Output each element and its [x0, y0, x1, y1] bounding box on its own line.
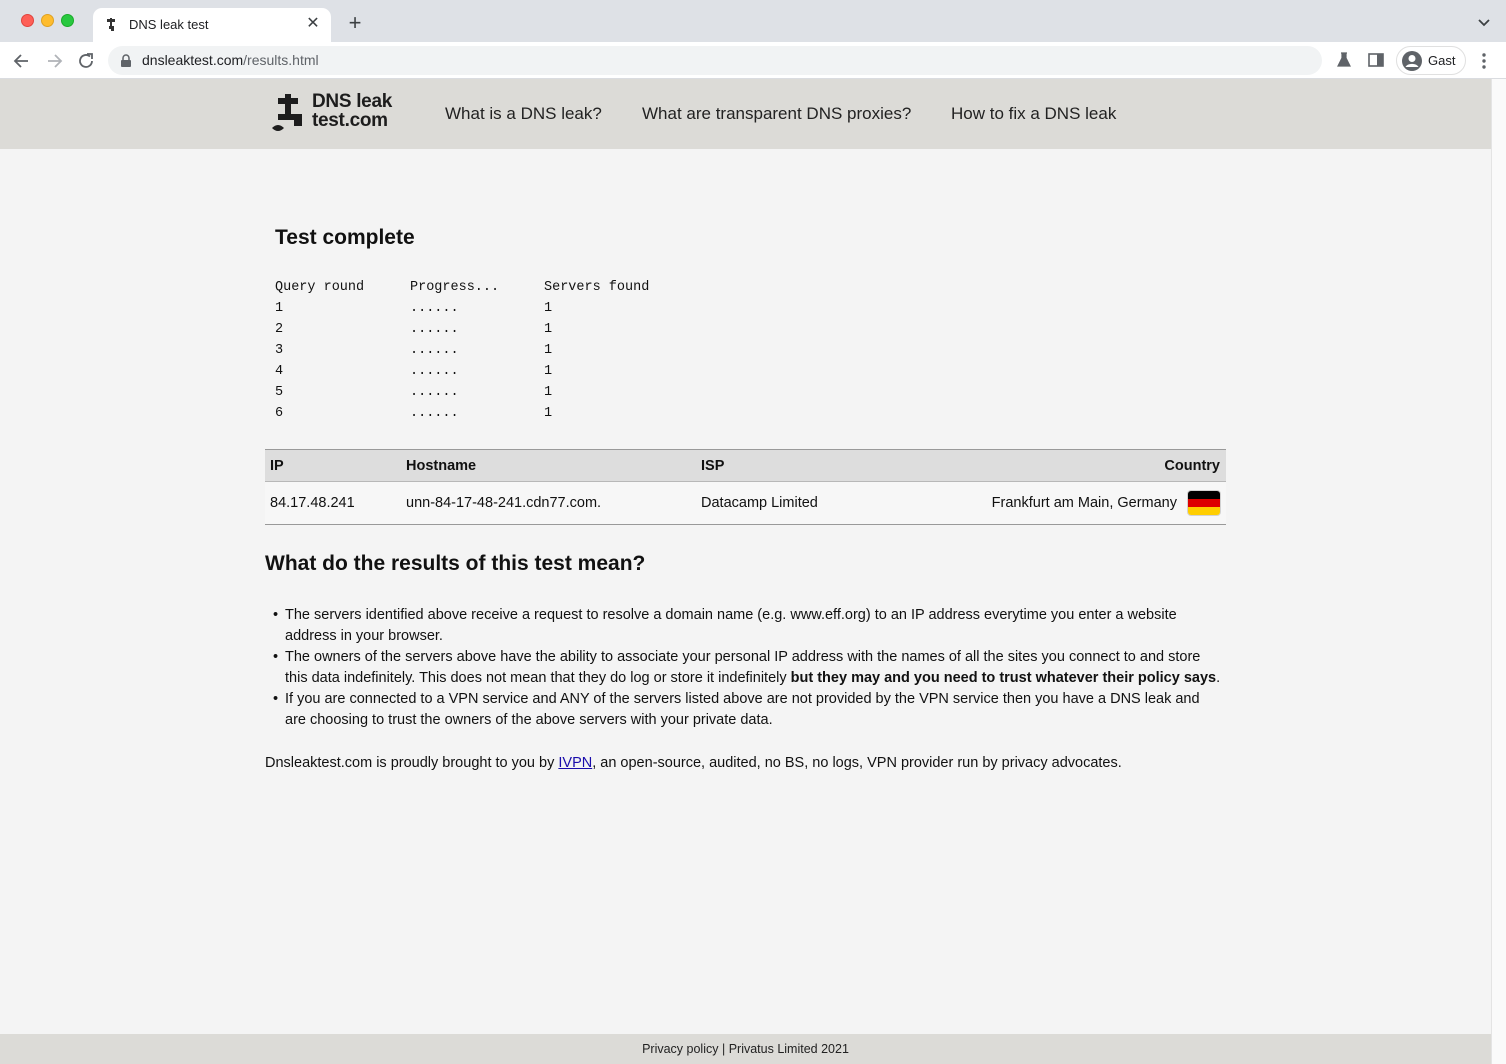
profile-name: Gast — [1428, 53, 1456, 68]
footer-separator: | — [718, 1042, 729, 1056]
chevron-down-icon[interactable] — [1476, 14, 1492, 30]
site-footer — [0, 1034, 1491, 1064]
nav-what-is-dns-leak[interactable]: What is a DNS leak? — [445, 104, 602, 123]
isp-column-header: ISP — [701, 458, 725, 474]
server-ip: 84.17.48.241 — [270, 495, 355, 511]
round-number: 5 — [275, 385, 284, 400]
lock-icon — [120, 54, 132, 67]
results-meaning-heading: What do the results of this test mean? — [265, 552, 646, 575]
round-progress: ...... — [410, 406, 459, 421]
url-text: dnsleaktest.com/results.html — [142, 52, 319, 68]
germany-flag-icon — [1188, 491, 1220, 515]
address-bar[interactable] — [108, 46, 1322, 75]
more-menu-icon[interactable] — [1476, 50, 1492, 72]
servers-found-header: Servers found — [544, 280, 650, 295]
round-number: 1 — [275, 301, 284, 316]
round-progress: ...... — [410, 322, 459, 337]
back-arrow-icon[interactable] — [11, 50, 33, 72]
minimize-window-button[interactable] — [41, 14, 54, 27]
results-table — [265, 449, 1226, 525]
server-isp: Datacamp Limited — [701, 495, 818, 511]
profile-button[interactable] — [1396, 46, 1466, 75]
server-country: Frankfurt am Main, Germany — [991, 495, 1177, 511]
ivpn-link[interactable]: IVPN — [558, 755, 593, 771]
site-logo[interactable] — [270, 92, 405, 134]
nav-how-to-fix[interactable]: How to fix a DNS leak — [951, 104, 1117, 123]
table-row — [265, 482, 1226, 524]
forward-arrow-icon[interactable] — [43, 50, 65, 72]
nav-transparent-dns-proxies[interactable]: What are transparent DNS proxies? — [642, 104, 912, 123]
round-servers: 1 — [544, 322, 553, 337]
credit-text: Dnsleaktest.com is proudly brought to you by IVPN, an open-source, audited, no BS, no logs, VPN provider run by privacy advocates. — [265, 755, 1122, 771]
faucet-favicon-icon — [105, 17, 121, 33]
ip-column-header: IP — [270, 458, 284, 474]
browser-tab[interactable] — [93, 8, 331, 42]
round-progress: ...... — [410, 343, 459, 358]
round-number: 2 — [275, 322, 284, 337]
faucet-logo-icon — [270, 92, 310, 134]
progress-header: Progress... — [410, 280, 500, 295]
close-window-button[interactable] — [21, 14, 34, 27]
browser-toolbar — [0, 42, 1506, 79]
close-tab-icon[interactable]: ✕ — [306, 15, 320, 32]
round-progress: ...... — [410, 364, 459, 379]
round-number: 6 — [275, 406, 284, 421]
hostname-column-header: Hostname — [406, 458, 477, 474]
server-hostname: unn-84-17-48-241.cdn77.com. — [406, 495, 602, 511]
round-servers: 1 — [544, 301, 553, 316]
round-number: 3 — [275, 343, 284, 358]
flag-stripe-red — [1188, 499, 1220, 507]
test-complete-heading: Test complete — [275, 226, 415, 249]
avatar-icon — [1401, 50, 1423, 72]
browser-titlebar — [0, 0, 1506, 42]
results-header-row — [265, 450, 1226, 482]
labs-flask-icon[interactable] — [1335, 51, 1353, 69]
privacy-policy-link[interactable]: Privacy policy — [642, 1042, 719, 1056]
round-servers: 1 — [544, 385, 553, 400]
side-panel-icon[interactable] — [1367, 51, 1385, 69]
round-number: 4 — [275, 364, 284, 379]
page-scrollbar[interactable] — [1491, 79, 1506, 1064]
page-content — [0, 79, 1491, 1064]
footer-company: Privatus Limited 2021 — [728, 1042, 849, 1056]
list-item: • The owners of the servers above have the ability to associate your personal IP address with the names of all the sites you connect to and store this data indefinitely. This does not mean that they do log or store it indefinitely but they may and you need to trust whatever their policy says. — [273, 647, 1223, 689]
new-tab-icon[interactable]: + — [348, 10, 362, 35]
list-item: • The servers identified above receive a request to resolve a domain name (e.g. www.eff.org) to an IP address everytime you enter a website address in your browser. — [273, 605, 1223, 647]
round-progress: ...... — [410, 301, 459, 316]
query-round-header: Query round — [275, 280, 365, 295]
round-servers: 1 — [544, 343, 553, 358]
round-servers: 1 — [544, 406, 553, 421]
logo-text: DNS leak test.com — [312, 91, 392, 131]
round-servers: 1 — [544, 364, 553, 379]
flag-stripe-gold — [1188, 507, 1220, 515]
explanation-list — [273, 605, 1223, 731]
country-column-header: Country — [1164, 458, 1220, 474]
maximize-window-button[interactable] — [61, 14, 74, 27]
flag-stripe-black — [1188, 491, 1220, 499]
site-header — [0, 79, 1491, 149]
reload-icon[interactable] — [75, 50, 97, 72]
list-item: • If you are connected to a VPN service and ANY of the servers listed above are not provided by the VPN service then you have a DNS leak and are choosing to trust the owners of the above servers with your private data. — [273, 689, 1223, 731]
tab-title: DNS leak test — [129, 17, 209, 32]
round-progress: ...... — [410, 385, 459, 400]
